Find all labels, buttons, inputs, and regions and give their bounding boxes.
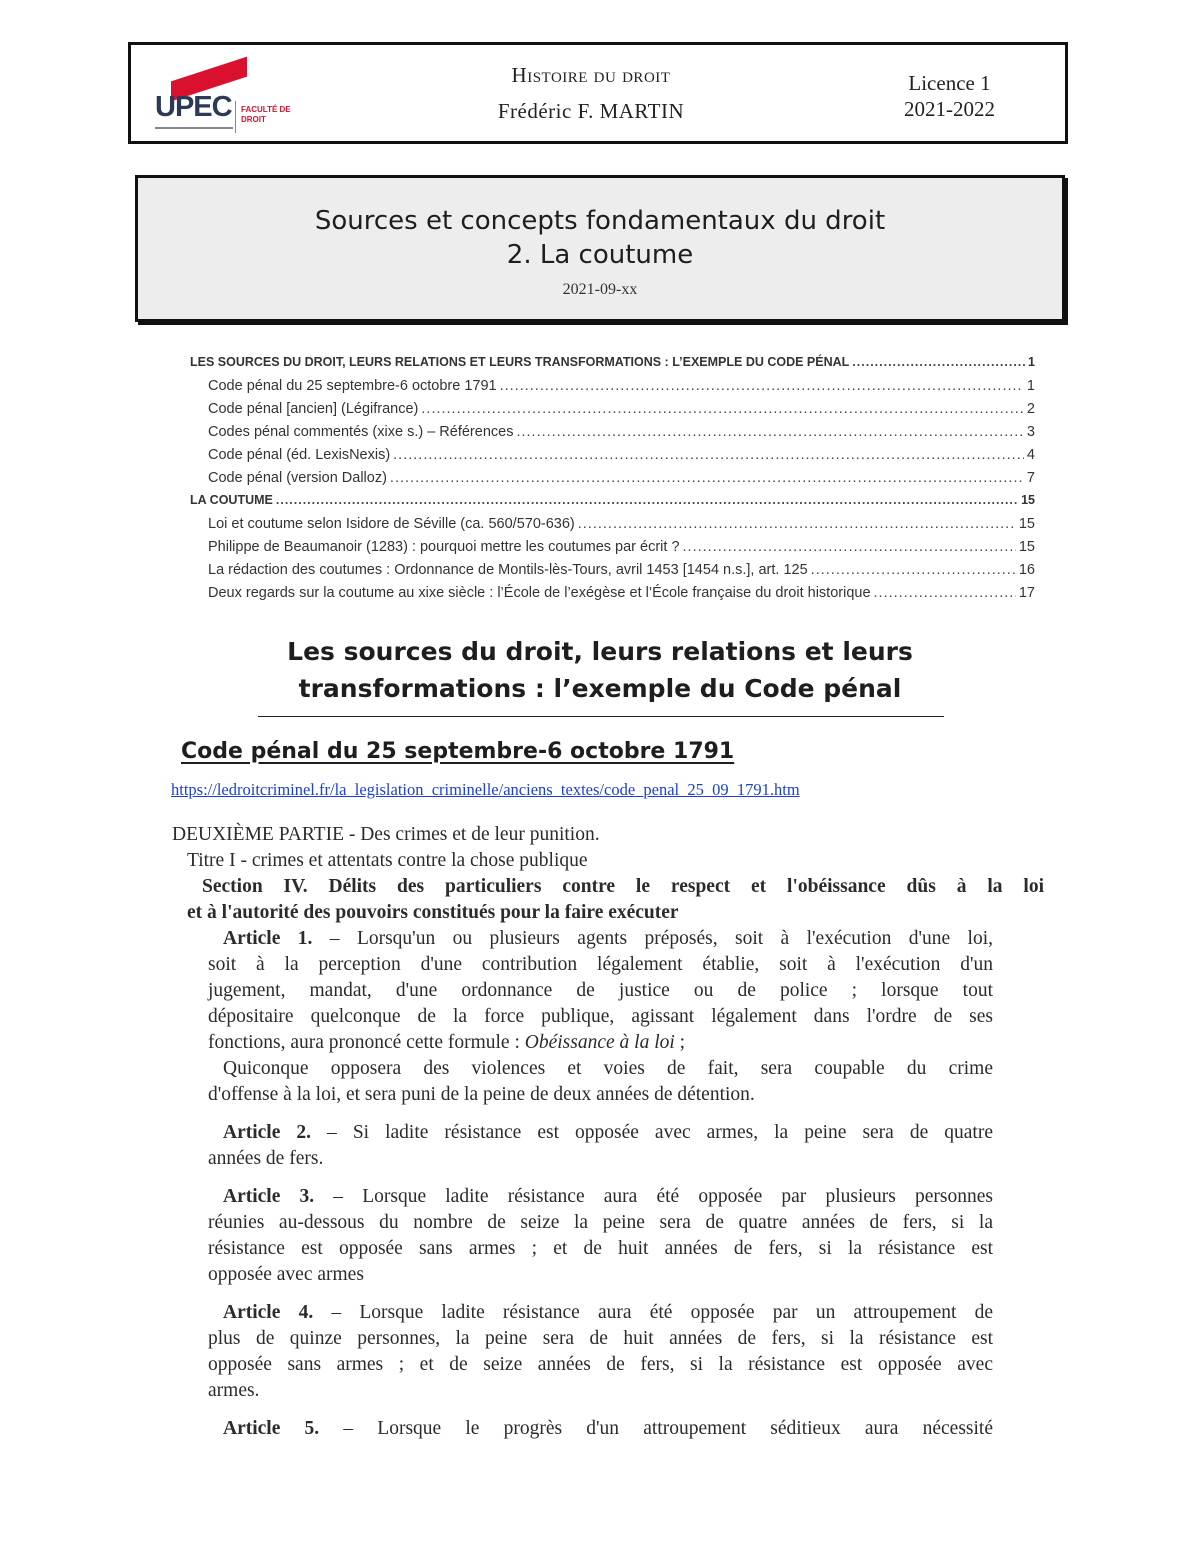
logo-text: UPEC <box>155 91 232 123</box>
toc-entry-label: Code pénal du 25 septembre-6 octobre 1791 <box>208 378 497 394</box>
toc-entry[interactable] <box>190 516 1035 539</box>
article-2-text-1: – Si ladite résistance est opposée avec armes, la peine sera de quatre <box>311 1122 993 1143</box>
section-heading-line2: transformations : l’exemple du Code pénal <box>298 674 902 703</box>
article-1-text-1: – Lorsqu'un ou plusieurs agents préposés, soit à l'exécution d'une loi, <box>312 928 993 949</box>
article-2-label: Article 2. <box>223 1122 312 1143</box>
toc-entry[interactable] <box>190 447 1035 470</box>
toc-leader-dots <box>516 424 1023 440</box>
document-header <box>128 42 1068 144</box>
toc-entry-page: 16 <box>1018 562 1035 578</box>
toc-leader-dots <box>390 470 1024 486</box>
document-date: 2021-09-xx <box>562 281 638 298</box>
article-5-label: Article 5. <box>223 1418 320 1439</box>
toc-entry-page: 3 <box>1026 424 1035 440</box>
toc-entry-page: 4 <box>1026 447 1035 463</box>
toc-leader-dots <box>683 539 1016 555</box>
article-2-line-2: années de fers. <box>208 1148 324 1169</box>
toc-entry-label: LES SOURCES DU DROIT, LEURS RELATIONS ET LEURS TRANSFORMATIONS : L’EXEMPLE DU CODE PÉNAL <box>190 355 850 369</box>
heading-rule <box>258 716 944 717</box>
toc-entry-label: Loi et coutume selon Isidore de Séville (ca. 560/570-636) <box>208 516 575 532</box>
toc-entry[interactable] <box>190 378 1035 401</box>
section-line-2: et à l'autorité des pouvoirs constitués pour la faire exécuter <box>187 902 679 923</box>
toc-leader-dots <box>500 378 1024 394</box>
article-4-line-1 <box>223 1302 993 1324</box>
article-4-line-4: armes. <box>208 1380 260 1401</box>
toc-entry-label: Code pénal (version Dalloz) <box>208 470 387 486</box>
article-3-line-1 <box>223 1186 993 1208</box>
toc-entry-label: La rédaction des coutumes : Ordonnance de Montils-lès-Tours, avril 1453 [1454 n.s.], art. 125 <box>208 562 808 578</box>
toc-entry-label: Deux regards sur la coutume au xixe siècle : l’École de l’exégèse et l’École française du droit historique <box>208 585 871 601</box>
toc-entry-page: 2 <box>1026 401 1035 417</box>
article-1-line-5 <box>208 1032 685 1054</box>
article-3-label: Article 3. <box>223 1186 315 1207</box>
article-5-text-1: – Lorsque le progrès d'un attroupement séditieux aura nécessité <box>319 1418 993 1439</box>
article-3-line-4: opposée avec armes <box>208 1264 364 1285</box>
toc-entry[interactable] <box>190 470 1035 493</box>
article-3-line-3: résistance est opposée sans armes ; et de huit années de fers, si la résistance est <box>208 1238 993 1259</box>
logo-divider <box>235 101 236 133</box>
document-title: Sources et concepts fondamentaux du droit <box>314 206 886 236</box>
toc-leader-dots <box>578 516 1016 532</box>
article-3-text-1: – Lorsque ladite résistance aura été opposée par plusieurs personnes <box>314 1186 993 1207</box>
article-1-formula: Obéissance à la loi <box>524 1032 675 1053</box>
article-4-text-1: – Lorsque ladite résistance aura été opposée par un attroupement de <box>313 1302 993 1323</box>
logo-tagline <box>155 127 233 129</box>
toc-entry-page: 15 <box>1021 493 1035 507</box>
title-box <box>135 175 1065 322</box>
article-1-line-2: soit à la perception d'une contribution légalement établie, soit à l'exécution d'un <box>208 954 993 975</box>
toc-leader-dots <box>421 401 1024 417</box>
toc-entry[interactable] <box>190 493 1035 516</box>
section-line-1: Section IV. Délits des particuliers contre le respect et l'obéissance dûs à la loi <box>202 876 1044 897</box>
course-level <box>904 70 995 122</box>
table-of-contents <box>190 355 1035 608</box>
document-subtitle: 2. La coutume <box>506 240 694 270</box>
toc-entry-page: 7 <box>1026 470 1035 486</box>
article-1-line-3: jugement, mandat, d'une ordonnance de justice ou de police ; lorsque tout <box>208 980 993 1001</box>
toc-leader-dots <box>276 493 1018 507</box>
upec-logo <box>155 65 291 129</box>
article-2-line-1 <box>223 1122 993 1144</box>
titre-line: Titre I - crimes et attentats contre la chose publique <box>187 850 588 871</box>
toc-leader-dots <box>811 562 1016 578</box>
article-1-line-7: d'offense à la loi, et sera puni de la peine de deux années de détention. <box>208 1084 755 1105</box>
article-4-label: Article 4. <box>223 1302 314 1323</box>
toc-leader-dots <box>874 585 1016 601</box>
source-link[interactable]: https://ledroitcriminel.fr/la_legislation_criminelle/anciens_textes/code_penal_25_09_1791.htm <box>171 780 800 799</box>
article-1-text-5a: fonctions, aura prononcé cette formule : <box>208 1032 525 1053</box>
section-heading-line1: Les sources du droit, leurs relations et leurs <box>287 637 913 666</box>
toc-entry-label: LA COUTUME <box>190 493 273 507</box>
toc-entry[interactable] <box>190 539 1035 562</box>
academic-year: 2021-2022 <box>904 97 995 121</box>
toc-entry-page: 1 <box>1028 355 1035 369</box>
article-4-line-2: plus de quinze personnes, la peine sera de huit années de fers, si la résistance est <box>208 1328 993 1349</box>
toc-leader-dots <box>393 447 1024 463</box>
toc-entry[interactable] <box>190 424 1035 447</box>
toc-entry-label: Philippe de Beaumanoir (1283) : pourquoi mettre les coutumes par écrit ? <box>208 539 680 555</box>
section-heading <box>240 633 960 707</box>
toc-entry-page: 1 <box>1026 378 1035 394</box>
toc-entry-label: Code pénal [ancien] (Légifrance) <box>208 401 419 417</box>
author-name: Frédéric F. MARTIN <box>497 99 685 123</box>
article-3-line-2: réunies au-dessous du nombre de seize la peine sera de quatre années de fers, si la <box>208 1212 993 1233</box>
level-label: Licence 1 <box>908 71 991 95</box>
subsection-heading: Code pénal du 25 septembre-6 octobre 1791 <box>181 739 735 764</box>
toc-entry-page: 15 <box>1018 516 1035 532</box>
toc-entry[interactable] <box>190 355 1035 378</box>
article-5-line-1 <box>223 1418 993 1440</box>
article-1-line-1 <box>223 928 993 950</box>
article-1-label: Article 1. <box>223 928 313 949</box>
toc-entry[interactable] <box>190 401 1035 424</box>
article-1-text-5c: ; <box>674 1032 686 1053</box>
logo-faculty: FACULTÉ DE DROIT <box>241 105 291 124</box>
toc-entry-page: 15 <box>1018 539 1035 555</box>
toc-entry-label: Codes pénal commentés (xixe s.) – Références <box>208 424 514 440</box>
article-1-line-4: dépositaire quelconque de la force publique, agissant légalement dans l'ordre de ses <box>208 1006 993 1027</box>
article-1-line-6: Quiconque opposera des violences et voies de fait, sera coupable du crime <box>223 1058 993 1079</box>
toc-entry[interactable] <box>190 585 1035 608</box>
toc-entry[interactable] <box>190 562 1035 585</box>
article-4-line-3: opposée sans armes ; et de seize années de fers, si la résistance est opposée avec <box>208 1354 993 1375</box>
course-title: Histoire du droit <box>511 63 671 87</box>
toc-entry-page: 17 <box>1018 585 1035 601</box>
toc-entry-label: Code pénal (éd. LexisNexis) <box>208 447 391 463</box>
partie-line: DEUXIÈME PARTIE - Des crimes et de leur punition. <box>172 824 600 845</box>
toc-leader-dots <box>852 355 1025 369</box>
